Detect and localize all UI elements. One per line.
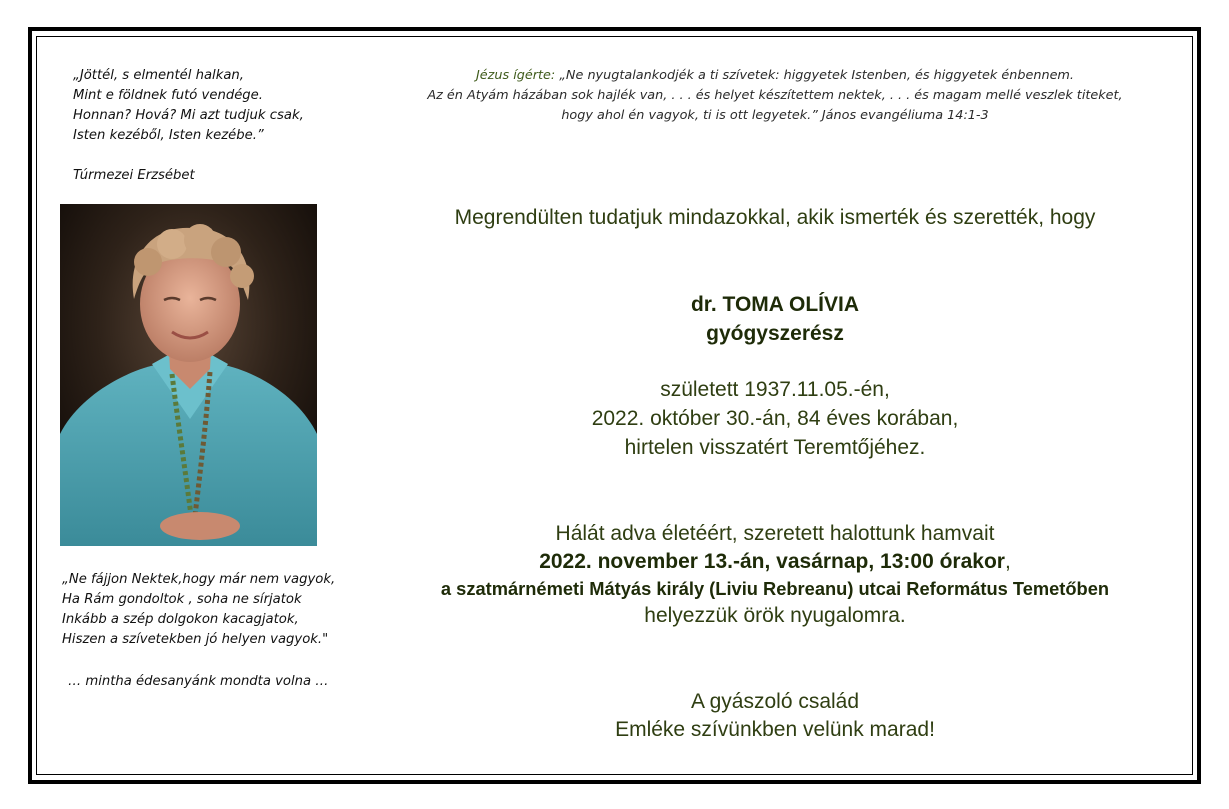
cemetery-location: a szatmárnémeti Mátyás király (Liviu Rebreanu) utcai Református Temetőben (440, 578, 1110, 599)
thanks-line: Hálát adva életéért, szeretett halottunk hamvait (555, 522, 995, 545)
funeral-date (380, 550, 1170, 574)
poem-bottom-note: … mintha édesanyánk mondta volna … (68, 674, 329, 689)
mourning-family: A gyászoló család (690, 690, 860, 713)
verse-line-1-text: „Ne nyugtalankodjék a ti szívetek: higgyetek Istenben, és higgyetek énbennem. (555, 68, 1074, 83)
poem-top (73, 66, 304, 146)
returned-to-creator: hirtelen visszatért Teremtőjéhez. (624, 436, 926, 459)
verse-line-2: Az én Atyám házában sok hajlék van, . . . és helyet készítettem nektek, . . . és magam mellé veszlek titeket, (427, 88, 1123, 103)
rest-line: helyezzük örök nyugalomra. (644, 604, 906, 627)
poem-top-line: Mint e földnek futó vendége. (73, 88, 263, 103)
bible-verse (380, 66, 1170, 126)
death-date: 2022. október 30.-án, 84 éves korában, (591, 407, 959, 430)
portrait-photo (60, 204, 317, 546)
poem-bottom-line: Inkább a szép dolgokon kacagjatok, (62, 612, 299, 627)
announcement-intro: Megrendülten tudatjuk mindazokkal, akik ismerték és szerették, hogy (454, 206, 1096, 229)
poem-top-author: Túrmezei Erzsébet (73, 168, 195, 183)
birth-date: született 1937.11.05.-én, (660, 378, 890, 401)
poem-top-line: Honnan? Hová? Mi azt tudjuk csak, (73, 108, 304, 123)
funeral-date-text: 2022. november 13.-án, vasárnap, 13:00 órakor (539, 550, 1005, 573)
verse-lead: Jézus ígérte: (476, 68, 556, 83)
poem-bottom-line: „Ne fájjon Nektek,hogy már nem vagyok, (62, 572, 336, 587)
poem-bottom-line: Ha Rám gondoltok , soha ne sírjatok (62, 592, 302, 607)
poem-bottom-line: Hiszen a szívetekben jó helyen vagyok." (62, 632, 329, 647)
memory-line: Emléke szívünkben velünk marad! (615, 718, 935, 741)
portrait-illustration (60, 204, 317, 546)
poem-top-line: „Jöttél, s elmentél halkan, (73, 68, 244, 83)
verse-line-3: hogy ahol én vagyok, ti is ott legyetek.” János evangéliuma 14:1-3 (561, 108, 989, 123)
poem-bottom (62, 570, 335, 650)
funeral-date-comma: , (1004, 550, 1011, 573)
deceased-profession: gyógyszerész (706, 322, 844, 345)
verse-line-1 (380, 66, 1170, 86)
poem-top-line: Isten kezéből, Isten kezébe.” (73, 128, 264, 143)
deceased-name: dr. TOMA OLÍVIA (690, 293, 859, 316)
